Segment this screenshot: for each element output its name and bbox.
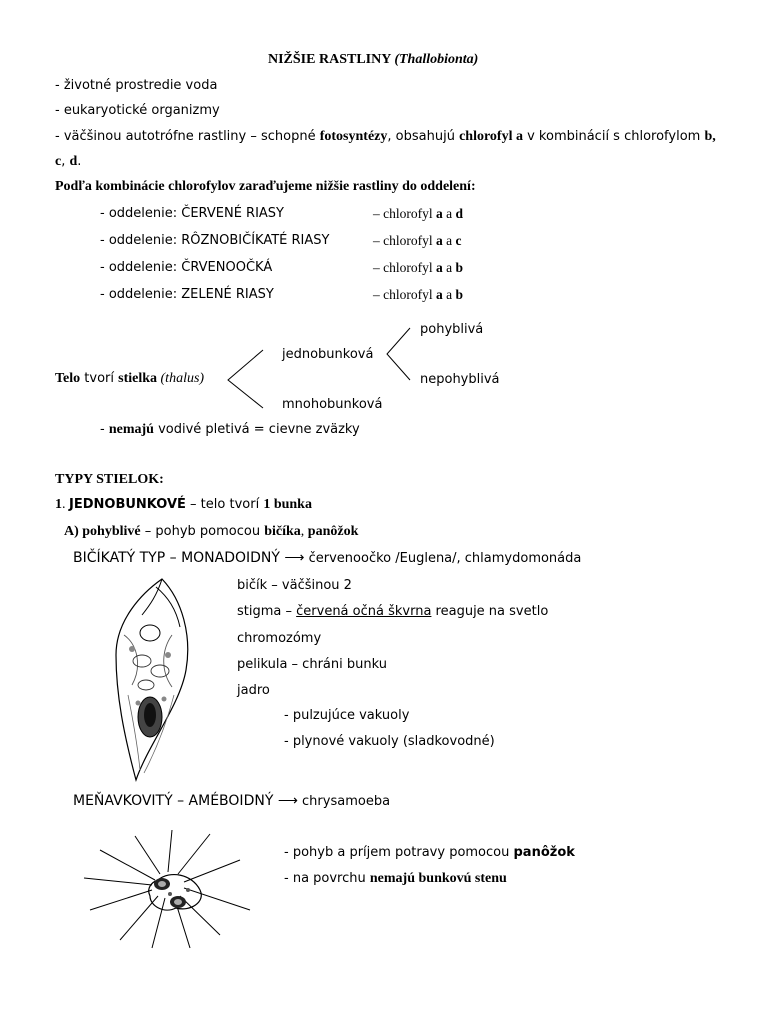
branch-lines-left xyxy=(228,350,263,408)
text-bold: a xyxy=(436,287,443,302)
intro-line-3 xyxy=(55,129,716,145)
text-bold: c xyxy=(455,233,462,248)
text-span: – chlorofyl xyxy=(373,287,436,302)
divisions-heading: Podľa kombinácie chlorofylov zaraďujeme nižšie rastliny do oddelení: xyxy=(55,179,476,194)
text-span: , xyxy=(61,154,70,169)
intro-line-1: - životné prostredie voda xyxy=(55,78,218,93)
sub-a-heading xyxy=(64,524,358,540)
text-bold: stielka xyxy=(118,371,158,386)
text-span: - pohyb a príjem potravy pomocou xyxy=(284,845,514,860)
motile-label: pohyblivá xyxy=(420,322,484,337)
nonmotile-label: nepohyblivá xyxy=(420,372,500,387)
text-bold: b xyxy=(455,287,464,302)
text-bold: b xyxy=(455,260,464,275)
text-bold: nemajú xyxy=(108,422,154,437)
types-heading: TYPY STIELOK: xyxy=(55,472,164,487)
text-bold: bičíka xyxy=(264,524,301,539)
title-latin: (Thallobionta) xyxy=(394,52,479,67)
text-bold: fotosyntézy xyxy=(319,129,388,144)
label-flagellum: bičík – väčšinou 2 xyxy=(237,578,352,593)
text-span: a xyxy=(442,233,456,248)
text-bold: chlorofyl a xyxy=(459,129,523,144)
text-span: reaguje na svetlo xyxy=(431,604,549,619)
flagellate-heading xyxy=(73,550,581,567)
text-span: chrysamoeba xyxy=(297,794,391,809)
text-bold: d xyxy=(455,206,464,221)
text-bold: Telo xyxy=(55,371,81,386)
section-1-heading xyxy=(55,497,312,513)
amoeboid-point-1 xyxy=(284,845,575,860)
euglena-illustration xyxy=(102,575,202,785)
text-bold: c xyxy=(55,154,62,169)
text-bold: panôžok xyxy=(307,524,359,539)
text-bold: nemajú bunkovú stenu xyxy=(369,871,507,886)
intro-line-4 xyxy=(55,154,81,170)
text-span: BIČÍKATÝ TYP – MONADOIDNÝ xyxy=(73,550,285,566)
amoeboid-point-2 xyxy=(284,871,507,887)
text-span: - väčšinou autotrófne rastliny – schopné xyxy=(55,129,320,144)
text-span: v kombinácií s chlorofylom xyxy=(522,129,705,144)
arrow-icon: ⟶ xyxy=(284,551,305,566)
thallus-line xyxy=(55,371,204,387)
text-span: – telo tvorí xyxy=(185,497,264,512)
division-chlorophyll xyxy=(373,260,463,276)
text-span: červenoočko /Euglena/, chlamydomonáda xyxy=(304,551,582,566)
amoeboid-heading xyxy=(73,793,390,810)
division-item xyxy=(100,233,329,248)
text-span: , obsahujú xyxy=(387,129,460,144)
arrow-icon: ⟶ xyxy=(277,794,298,809)
branch-lines-right xyxy=(387,328,410,380)
text-span: MEŇAVKOVITÝ – AMÉBOIDNÝ xyxy=(73,793,278,809)
text-span: vodivé pletivá = cievne zväzky xyxy=(153,422,360,437)
intro-line-2: - eukaryotické organizmy xyxy=(55,103,220,118)
label-stigma xyxy=(237,604,548,619)
text-span: - xyxy=(100,422,109,437)
page-title xyxy=(268,52,478,68)
text-bold: panôžok xyxy=(513,845,575,860)
text-bold: 1 bunka xyxy=(263,497,312,512)
text-span: – pohyb pomocou xyxy=(140,524,265,539)
multicellular-label: mnohobunková xyxy=(282,397,383,412)
text-span: a xyxy=(442,260,456,275)
label-pulsating-vacuoles: - pulzujúce vakuoly xyxy=(284,708,410,723)
text-bold: 1 xyxy=(55,497,62,512)
chrysamoeba-illustration xyxy=(80,830,260,950)
text-italic: (thalus) xyxy=(157,371,205,386)
text-bold: a xyxy=(436,233,443,248)
text-span: – chlorofyl xyxy=(373,260,436,275)
division-item xyxy=(100,287,274,302)
division-chlorophyll xyxy=(373,206,463,222)
division-name: - oddelenie: ČERVENÉ RIASY xyxy=(100,206,284,221)
division-name: - oddelenie: ZELENÉ RIASY xyxy=(100,287,274,302)
text-span: a xyxy=(442,287,456,302)
no-vascular-note xyxy=(100,422,360,438)
unicellular-label: jednobunková xyxy=(282,347,374,362)
text-span: – chlorofyl xyxy=(373,233,436,248)
division-item xyxy=(100,206,284,221)
text-span: a xyxy=(442,206,456,221)
division-chlorophyll xyxy=(373,287,463,303)
label-nucleus: jadro xyxy=(237,683,270,698)
title-main: NIŽŠIE RASTLINY xyxy=(268,52,391,67)
text-span: tvorí xyxy=(80,371,119,386)
text-span: stigma – xyxy=(237,604,297,619)
text-bold: A) pohyblivé xyxy=(64,524,141,539)
text-bold: b, xyxy=(704,129,716,144)
text-bold: a xyxy=(436,260,443,275)
text-span: . xyxy=(77,154,82,169)
division-item xyxy=(100,260,272,275)
division-chlorophyll xyxy=(373,233,462,249)
label-chromosomes: chromozómy xyxy=(237,631,322,646)
text-bold: a xyxy=(436,206,443,221)
text-underline: červená očná škvrna xyxy=(296,604,432,619)
label-pellicle: pelikula – chráni bunku xyxy=(237,657,387,672)
text-bold: JEDNOBUNKOVÉ xyxy=(69,497,186,512)
division-name: - oddelenie: ČRVENOOČKÁ xyxy=(100,260,273,275)
division-name: - oddelenie: RÔZNOBIČÍKATÉ RIASY xyxy=(100,233,330,248)
label-gas-vacuoles: - plynové vakuoly (sladkovodné) xyxy=(284,734,495,749)
text-span: – chlorofyl xyxy=(373,206,436,221)
text-span: . xyxy=(62,497,69,512)
text-span: - na povrchu xyxy=(284,871,370,886)
text-span: , xyxy=(300,524,308,539)
text-bold: d xyxy=(69,154,78,169)
